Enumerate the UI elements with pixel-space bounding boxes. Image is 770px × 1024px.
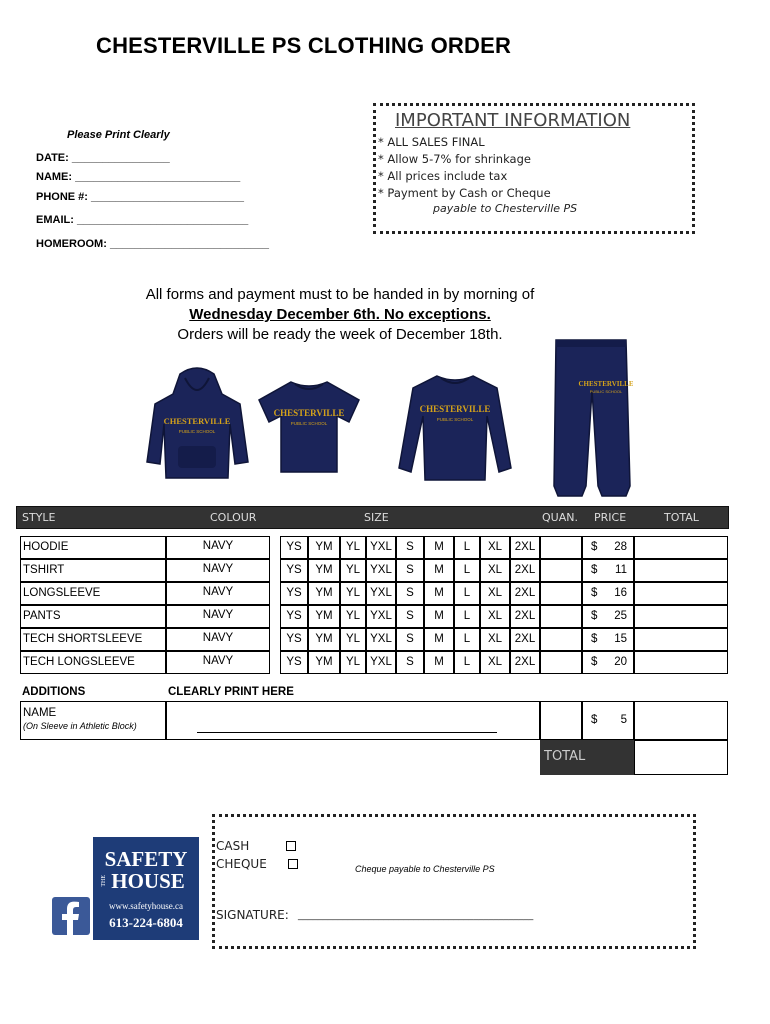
size-option[interactable]: YM [308,582,340,605]
size-option[interactable]: M [424,559,454,582]
header-style: STYLE [22,511,56,524]
size-option[interactable]: YM [308,559,340,582]
quantity-cell[interactable] [540,536,582,559]
currency-symbol: $ [591,714,598,726]
cash-label: CASH [216,839,250,853]
size-option[interactable]: XL [480,559,510,582]
quantity-cell[interactable] [540,605,582,628]
size-option[interactable]: 2XL [510,559,540,582]
size-option[interactable]: YM [308,605,340,628]
tshirt-brand-text: CHESTERVILLE [273,408,345,418]
currency-symbol: $ [591,587,598,599]
price-value: 25 [614,610,627,622]
size-option[interactable]: L [454,582,480,605]
size-option[interactable]: YS [280,605,308,628]
size-option[interactable]: M [424,628,454,651]
logo-safety-text: SAFETY [104,847,188,871]
row-total-cell[interactable] [634,605,728,628]
logo-the-text: THE [101,875,107,887]
size-option[interactable]: S [396,559,424,582]
logo-phone-text: 613-224-6804 [109,915,183,930]
currency-symbol: $ [591,564,598,576]
price-cell [582,582,634,605]
signature-label: SIGNATURE: [216,908,289,922]
facebook-icon[interactable] [52,897,90,935]
longsleeve-brand-text: CHESTERVILLE [419,404,491,414]
grand-total-cell[interactable] [634,740,728,775]
size-option[interactable]: YS [280,559,308,582]
currency-symbol: $ [591,656,598,668]
currency-symbol: $ [591,633,598,645]
phone-field[interactable]: PHONE #: _________________________ [36,191,244,203]
row-total-cell[interactable] [634,582,728,605]
size-option[interactable]: YXL [366,582,396,605]
row-total-cell[interactable] [634,651,728,674]
currency-symbol: $ [591,610,598,622]
size-option[interactable]: L [454,536,480,559]
size-option[interactable]: YL [340,559,366,582]
name-print-line [197,732,497,733]
style-cell: TECH LONGSLEEVE [20,651,166,674]
print-clearly-note: Please Print Clearly [67,129,170,141]
size-option[interactable]: L [454,628,480,651]
price-value: 11 [615,564,627,576]
row-total-cell[interactable] [634,559,728,582]
style-cell: TECH SHORTSLEEVE [20,628,166,651]
logo-house-text: HOUSE [111,869,185,893]
size-option[interactable]: YXL [366,651,396,674]
price-cell [582,559,634,582]
pants-image [548,336,633,500]
hoodie-image [140,366,255,486]
size-option[interactable]: YL [340,628,366,651]
size-option[interactable]: S [396,651,424,674]
size-option[interactable]: L [454,559,480,582]
pants-brand-text: CHESTERVILLE [578,380,633,388]
size-option[interactable]: M [424,582,454,605]
email-field[interactable]: EMAIL: ____________________________ [36,214,249,226]
cheque-payable-note: Cheque payable to Chesterville PS [355,864,495,874]
colour-cell: NAVY [166,536,270,559]
row-total-cell[interactable] [634,628,728,651]
style-cell: HOODIE [20,536,166,559]
currency-symbol: $ [591,541,598,553]
size-option[interactable]: YXL [366,605,396,628]
quantity-cell[interactable] [540,651,582,674]
date-field[interactable]: DATE: ________________ [36,152,170,164]
size-option[interactable]: XL [480,605,510,628]
quantity-cell[interactable] [540,582,582,605]
header-colour: COLOUR [210,511,257,524]
grand-total-label: TOTAL [544,749,586,764]
safety-house-logo [93,837,199,940]
size-option[interactable]: YL [340,536,366,559]
tshirt-image [255,378,363,476]
quantity-cell[interactable] [540,628,582,651]
header-quantity: QUAN. [542,511,578,524]
size-option[interactable]: M [424,651,454,674]
additions-label: ADDITIONS [22,686,86,698]
size-option[interactable]: L [454,605,480,628]
price-value: 20 [614,656,627,668]
price-value: 15 [614,633,627,645]
name-quantity-cell[interactable] [540,701,582,740]
deadline-notice: All forms and payment must to be handed in by morning of [145,286,535,303]
size-option[interactable]: YS [280,651,308,674]
price-cell [582,628,634,651]
deadline-date: Wednesday December 6th. No exceptions. [189,306,491,323]
header-size: SIZE [364,511,389,524]
size-option[interactable]: XL [480,651,510,674]
size-option[interactable]: YXL [366,628,396,651]
header-total: TOTAL [664,511,699,524]
cash-checkbox[interactable] [286,841,296,851]
hoodie-sub-text: PUBLIC SCHOOL [178,429,216,434]
name-price-value: 5 [620,714,627,726]
size-option[interactable]: YXL [366,559,396,582]
size-option[interactable]: S [396,536,424,559]
size-option[interactable]: M [424,536,454,559]
quantity-cell[interactable] [540,559,582,582]
size-option[interactable]: 2XL [510,605,540,628]
colour-cell: NAVY [166,582,270,605]
payment-box [212,814,696,949]
info-payable-note: payable to Chesterville PS [433,202,578,215]
signature-field[interactable]: _______________________________________________ [298,910,534,920]
name-addition-label: NAME [23,707,57,719]
size-option[interactable]: S [396,605,424,628]
size-option[interactable]: YS [280,582,308,605]
price-cell [582,536,634,559]
style-cell: TSHIRT [20,559,166,582]
name-addition-cell [20,701,166,740]
clearly-print-label: CLEARLY PRINT HERE [168,686,294,698]
size-option[interactable]: YS [280,628,308,651]
cheque-checkbox[interactable] [288,859,298,869]
tshirt-sub-text: PUBLIC SCHOOL [290,421,328,426]
page-title: CHESTERVILLE PS CLOTHING ORDER [96,33,512,58]
price-cell [582,605,634,628]
info-line: * All prices include tax [378,169,508,183]
homeroom-field[interactable]: HOMEROOM: __________________________ [36,238,269,250]
size-option[interactable]: 2XL [510,628,540,651]
colour-cell: NAVY [166,651,270,674]
size-option[interactable]: XL [480,536,510,559]
size-option[interactable]: YM [308,628,340,651]
size-option[interactable]: L [454,651,480,674]
ready-notice: Orders will be ready the week of December 18th. [177,326,503,343]
size-option[interactable]: YXL [366,536,396,559]
colour-cell: NAVY [166,559,270,582]
size-option[interactable]: YL [340,651,366,674]
price-cell [582,651,634,674]
row-total-cell[interactable] [634,536,728,559]
style-cell: PANTS [20,605,166,628]
size-option[interactable]: S [396,582,424,605]
size-option[interactable]: 2XL [510,536,540,559]
colour-cell: NAVY [166,605,270,628]
cheque-label: CHEQUE [216,857,267,871]
name-print-field[interactable] [166,701,540,740]
name-price-cell [582,701,634,740]
price-value: 16 [614,587,627,599]
header-price: PRICE [594,511,627,524]
info-line: * ALL SALES FINAL [378,135,485,149]
info-line: * Payment by Cash or Cheque [378,186,551,200]
size-option[interactable]: YM [308,651,340,674]
size-option[interactable]: 2XL [510,582,540,605]
size-option[interactable]: S [396,628,424,651]
size-option[interactable]: 2XL [510,651,540,674]
name-total-cell[interactable] [634,701,728,740]
pants-sub-text: PUBLIC SCHOOL [589,389,623,394]
hoodie-brand-text: CHESTERVILLE [163,416,231,426]
style-cell: LONGSLEEVE [20,582,166,605]
colour-cell: NAVY [166,628,270,651]
size-option[interactable]: YL [340,582,366,605]
size-option[interactable]: YL [340,605,366,628]
size-option[interactable]: YM [308,536,340,559]
price-value: 28 [614,541,627,553]
longsleeve-sub-text: PUBLIC SCHOOL [436,417,474,422]
logo-url-text: www.safetyhouse.ca [109,901,183,911]
important-info-title: IMPORTANT INFORMATION [395,110,631,131]
size-option[interactable]: XL [480,582,510,605]
size-option[interactable]: XL [480,628,510,651]
longsleeve-image [395,372,515,486]
name-addition-note: (On Sleeve in Athletic Block) [23,721,137,731]
size-option[interactable]: YS [280,536,308,559]
size-option[interactable]: M [424,605,454,628]
info-line: * Allow 5-7% for shrinkage [378,152,531,166]
name-field[interactable]: NAME: ___________________________ [36,171,241,183]
